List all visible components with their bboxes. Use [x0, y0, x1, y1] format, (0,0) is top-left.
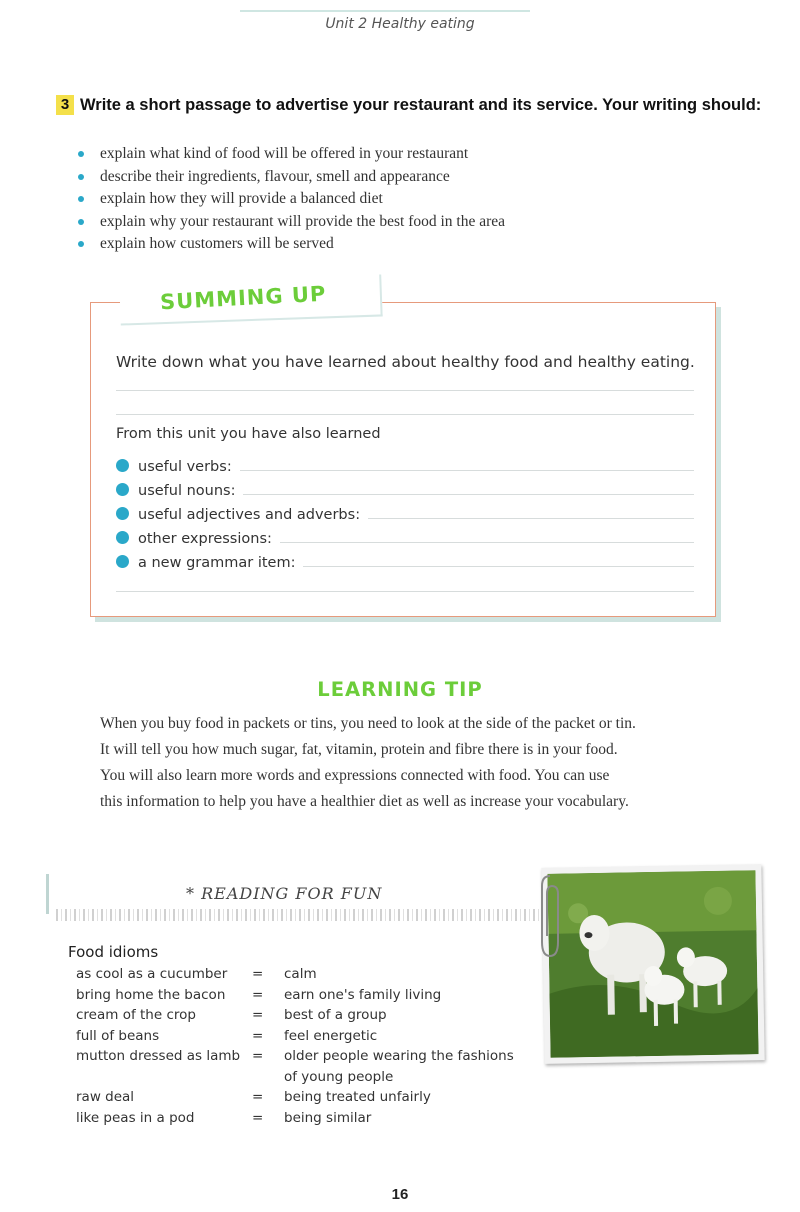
idiom-phrase: as cool as a cucumber	[76, 966, 228, 982]
learning-tip-line: It will tell you how much sugar, fat, vitamin, protein and fibre there is in your food.	[100, 741, 618, 758]
running-head: Unit 2 Healthy eating	[325, 16, 475, 32]
summing-up-item-label: other expressions:	[138, 531, 272, 547]
idiom-row	[76, 985, 536, 1006]
equals-sign: =	[252, 986, 264, 1003]
idiom-row	[76, 1108, 536, 1129]
reading-for-fun-bar	[46, 874, 49, 914]
summing-up-item-label: a new grammar item:	[138, 555, 296, 571]
idiom-phrase: mutton dressed as lamb	[76, 1048, 241, 1064]
exercise-bullet: explain what kind of food will be offered in your restaurant	[78, 143, 505, 166]
exercise-number: 3	[56, 95, 74, 115]
equals-sign: =	[252, 1048, 264, 1064]
idiom-meaning: calm	[284, 966, 317, 982]
idiom-phrase: full of beans	[76, 1027, 160, 1044]
summing-up-learned-intro: From this unit you have also learned	[116, 426, 381, 442]
summing-up-item-label: useful adjectives and adverbs:	[138, 507, 361, 523]
summing-up-item	[116, 499, 694, 523]
summing-up-item	[116, 475, 694, 499]
idiom-meaning: being similar	[284, 1109, 372, 1126]
exercise-instruction: Write a short passage to advertise your restaurant and its service. Your writing should:	[80, 96, 762, 114]
writing-line	[280, 542, 694, 543]
learning-tip-line: this information to help you have a healthier diet as well as increase your vocabulary.	[100, 793, 629, 810]
writing-line	[116, 591, 694, 592]
page-number: 16	[391, 1186, 409, 1203]
idiom-phrase	[76, 1067, 252, 1088]
learning-tip-text	[100, 711, 710, 815]
writing-line	[116, 414, 694, 415]
reading-for-fun-title: * READING FOR FUN	[186, 884, 383, 903]
idiom-phrase: raw deal	[76, 1089, 135, 1105]
paperclip-icon	[538, 872, 562, 962]
bullet-dot-icon	[116, 459, 129, 472]
writing-line	[303, 566, 694, 567]
summing-up-prompt: Write down what you have learned about healthy food and healthy eating.	[116, 353, 695, 371]
equals-sign: =	[252, 1089, 264, 1105]
idiom-meaning: of young people	[284, 1068, 394, 1085]
bullet-dot-icon	[116, 507, 129, 520]
idiom-row	[76, 1046, 536, 1067]
summing-up-item-label: useful verbs:	[138, 459, 232, 475]
idiom-row	[76, 1067, 536, 1088]
equals-sign: =	[252, 966, 264, 982]
idiom-meaning: feel energetic	[284, 1027, 378, 1044]
idiom-row	[76, 1026, 536, 1047]
idiom-meaning: older people wearing the fashions	[284, 1048, 514, 1064]
idiom-row	[76, 1087, 536, 1108]
equals-sign: =	[252, 1007, 264, 1023]
summing-up-title: SUMMING UP	[159, 281, 327, 315]
exercise-bullet: explain how customers will be served	[78, 233, 505, 256]
learning-tip-title: LEARNING TIP	[317, 678, 483, 701]
exercise-bullet: describe their ingredients, flavour, smell and appearance	[78, 166, 505, 189]
bullet-dot-icon	[116, 555, 129, 568]
idioms-table	[76, 964, 536, 1128]
idiom-phrase: like peas in a pod	[76, 1109, 195, 1126]
idiom-row	[76, 964, 536, 985]
writing-line	[368, 518, 694, 519]
idiom-meaning: being treated unfairly	[284, 1089, 431, 1105]
writing-line	[243, 494, 694, 495]
idiom-row	[76, 1005, 536, 1026]
exercise-bullet: explain how they will provide a balanced diet	[78, 188, 505, 211]
idiom-phrase: bring home the bacon	[76, 986, 226, 1003]
sheep-photo-image	[547, 870, 758, 1058]
equals-sign	[252, 1067, 284, 1088]
header-strip	[240, 0, 530, 12]
bullet-dot-icon	[116, 483, 129, 496]
idiom-phrase: cream of the crop	[76, 1007, 196, 1023]
writing-line	[116, 390, 694, 391]
writing-line	[240, 470, 694, 471]
decorative-border	[56, 909, 540, 921]
summing-up-item	[116, 547, 694, 571]
learning-tip-line: When you buy food in packets or tins, you need to look at the side of the packet or tin.	[100, 715, 636, 732]
exercise-bullet-list	[78, 143, 505, 256]
bullet-dot-icon	[116, 531, 129, 544]
summing-up-item-label: useful nouns:	[138, 483, 236, 499]
idioms-heading: Food idioms	[68, 943, 159, 961]
sheep-photo	[541, 864, 764, 1064]
summing-up-list	[116, 451, 694, 571]
idiom-meaning: earn one's family living	[284, 986, 442, 1003]
summing-up-item	[116, 523, 694, 547]
learning-tip-line: You will also learn more words and expressions connected with food. You can use	[100, 767, 610, 784]
equals-sign: =	[252, 1109, 264, 1126]
idiom-meaning: best of a group	[284, 1007, 387, 1023]
equals-sign: =	[252, 1027, 264, 1044]
exercise-bullet: explain why your restaurant will provide the best food in the area	[78, 211, 505, 234]
summing-up-item	[116, 451, 694, 475]
